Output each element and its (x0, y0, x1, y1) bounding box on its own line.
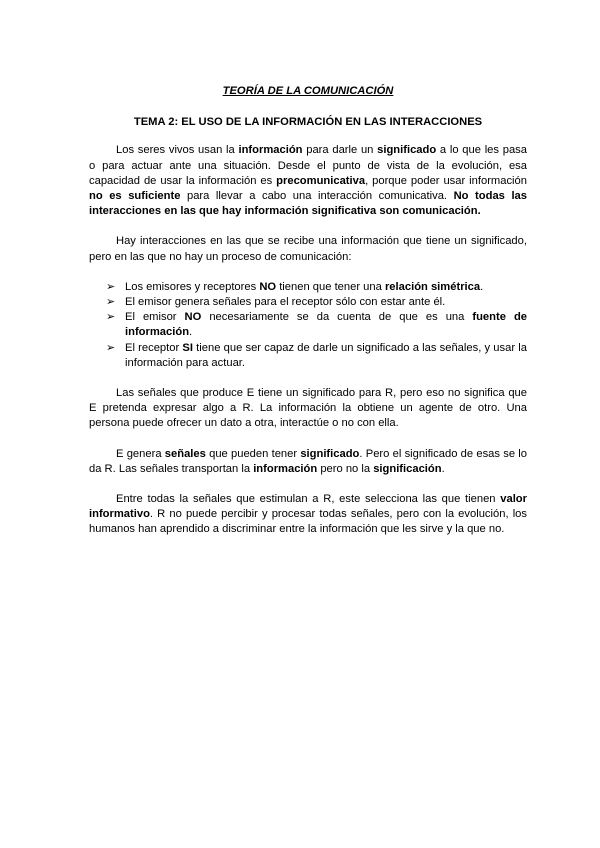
text-run: Los emisores y receptores (125, 280, 260, 293)
bold-text: señales (164, 447, 206, 460)
bold-text: significación (373, 462, 442, 475)
bold-text: NO (259, 280, 277, 293)
text-run: Hay interacciones en las que se recibe una información que tiene un significado, pero en las que no hay un proceso de comunicación: (89, 235, 527, 263)
text-run: que pueden tener (205, 447, 301, 460)
document-subtitle: TEMA 2: EL USO DE LA INFORMACIÓN EN LAS INTERACCIONES (133, 116, 483, 129)
text-run: El emisor genera señales para el receptor sólo con estar ante él. (125, 296, 446, 309)
paragraph (89, 143, 527, 219)
list-item (106, 280, 527, 295)
paragraphs-after (89, 386, 527, 538)
text-run: . Pero el significado de esas se lo da R. Las señales transportan la (89, 447, 527, 475)
bold-text: relación simétrica (384, 280, 481, 293)
arrow-bullet-icon: ➢ (106, 311, 116, 324)
text-run: tiene que ser capaz de darle un significado a las señales, y usar la información para actuar. (125, 341, 527, 369)
paragraph (89, 447, 527, 477)
bold-text: información (253, 462, 318, 475)
bold-text: valor informativo (89, 493, 527, 521)
text-run: El emisor (125, 311, 185, 324)
bold-text: fuente de información (125, 311, 527, 339)
bold-text: no es suficiente (89, 190, 181, 203)
text-run: El receptor (125, 341, 183, 354)
text-run: a lo que les pasa o para actuar ante una situación. Desde el punto de vista de la evolución, esa capacidad de usar la información es (89, 144, 527, 187)
arrow-bullet-icon: ➢ (106, 341, 116, 354)
document-title: TEORÍA DE LA COMUNICACIÓN (222, 85, 394, 97)
bold-text: NO (184, 311, 202, 324)
paragraph (89, 386, 527, 432)
arrow-bullet-icon: ➢ (106, 280, 116, 293)
text-run: . R no puede percibir y procesar todas señales, pero con la evolución, los humanos han aprendido a discriminar entre la información que les sirve y la que no. (89, 508, 527, 536)
text-run: para llevar a cabo una interacción comunicativa. (180, 190, 454, 203)
list-item (106, 341, 527, 371)
text-run: . (189, 326, 193, 339)
text-run: Entre todas la señales que estimulan a R, este selecciona las que tienen (116, 493, 501, 506)
paragraph (89, 234, 527, 264)
bold-text: No todas las interacciones en las que hay información significativa son comunicación. (89, 190, 527, 218)
bold-text: significado (377, 144, 437, 157)
text-run: para darle un (302, 144, 378, 157)
text-run: , porque poder usar información (365, 174, 527, 187)
bold-text: información (238, 144, 303, 157)
text-run: Los seres vivos usan la (116, 144, 239, 157)
text-run: necesariamente se da cuenta de que es una (201, 311, 473, 324)
bold-text: precomunicativa (276, 174, 366, 187)
bullet-list (89, 280, 527, 371)
text-run: . (441, 462, 445, 475)
text-run: . (480, 280, 484, 293)
text-run: Las señales que produce E tiene un significado para R, pero eso no significa que E pretenda expresar algo a R. La información la obtiene un agente de otro. Una persona puede ofrecer un dato a otra, interactúe o no con ella. (89, 387, 527, 430)
paragraphs-before (89, 143, 527, 264)
arrow-bullet-icon: ➢ (106, 296, 116, 309)
list-item (106, 310, 527, 340)
text-run: E genera (116, 447, 165, 460)
bold-text: SI (182, 341, 193, 354)
text-run: tienen que tener una (276, 280, 385, 293)
bold-text: significado (300, 447, 360, 460)
list-item (106, 295, 527, 310)
text-run: pero no la (317, 462, 374, 475)
paragraph (89, 492, 527, 538)
